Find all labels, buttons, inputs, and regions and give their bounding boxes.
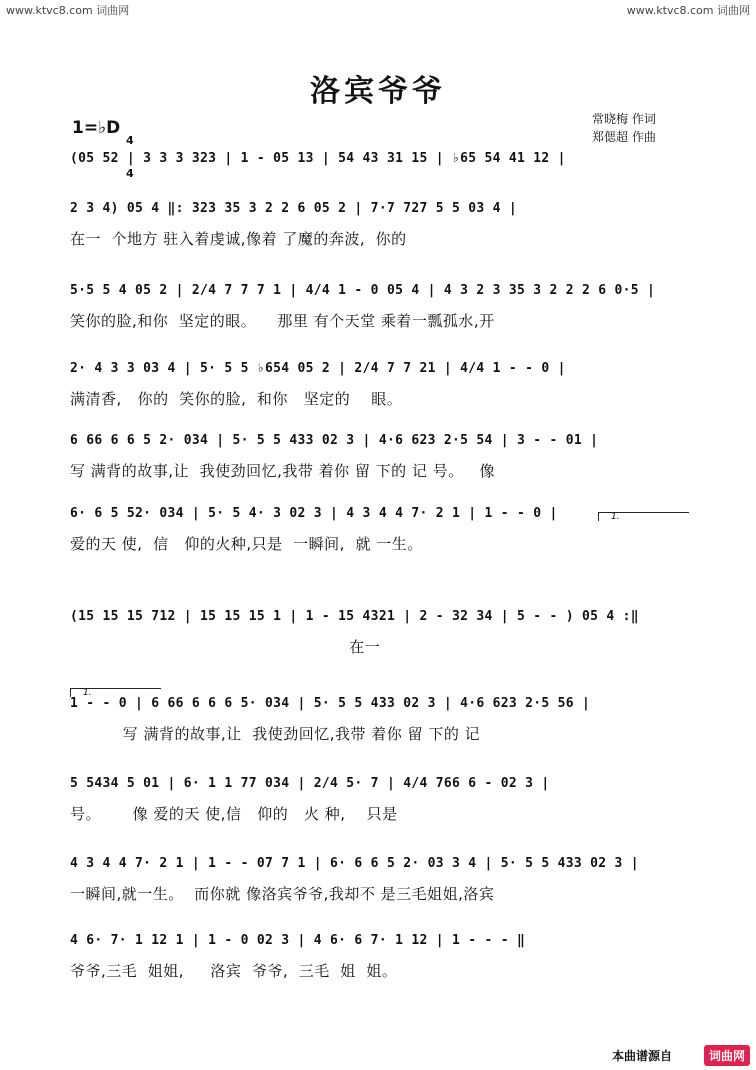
score-row — [70, 505, 688, 555]
score-row — [70, 695, 688, 745]
lyrics-line: 号。 像 爱的天 使,信 仰的 火 种, 只是 — [70, 805, 398, 823]
score-row — [70, 360, 688, 410]
notation-line: 5·5 5 4 05 2 | 2/4 7 7 7 1 | 4/4 1 - 0 05 4 | 4 3 2 3 35 3 2 2 2 6 0·5 | — [70, 283, 656, 298]
lyrics-line: 在一 个地方 驻入着虔诚,像着 了魔的奔波, 你的 — [70, 230, 407, 248]
notation-line: 6 66 6 6 5 2· 034 | 5· 5 5 433 02 3 | 4·6 623 2·5 54 | 3 - - 01 | — [70, 433, 599, 448]
watermark-right: www.ktvc8.com 词曲网 — [626, 4, 750, 17]
notation-line: 5 5434 5 01 | 6· 1 1 77 034 | 2/4 5· 7 | 4/4 766 6 - 02 3 | — [70, 776, 550, 791]
lyrics-line: 写 满背的故事,让 我使劲回忆,我带 着你 留 下的 记 — [70, 725, 481, 743]
notation-line: 4 3 4 4 7· 2 1 | 1 - - 07 7 1 | 6· 6 6 5 2· 03 3 4 | 5· 5 5 433 02 3 | — [70, 856, 639, 871]
composer-credit: 郑偲超 作曲 — [592, 130, 656, 144]
key-signature: 1=♭D — [72, 118, 121, 138]
lyrics-line — [70, 178, 688, 200]
notation-line: 6· 6 5 52· 034 | 5· 5 4· 3 02 3 | 4 3 4 4 7· 2 1 | 1 - - 0 | — [70, 506, 558, 521]
page-title: 洛宾爷爷 — [310, 74, 446, 109]
footer-logo: 词曲网 — [704, 1045, 750, 1066]
notation-line: (15 15 15 712 | 15 15 15 1 | 1 - 15 4321 | 2 - 32 34 | 5 - - ) 05 4 :‖ — [70, 609, 639, 624]
score-row — [70, 282, 688, 332]
notation-line: 4 6· 7· 1 12 1 | 1 - 0 02 3 | 4 6· 6 7· 1 12 | 1 - - - ‖ — [70, 933, 526, 948]
lyrics-line: 满清香, 你的 笑你的脸, 和你 坚定的 眼。 — [70, 390, 403, 408]
lyrics-line: 爷爷,三毛 姐姐, 洛宾 爷爷, 三毛 姐 姐。 — [70, 962, 398, 980]
volta-label: 1. — [611, 512, 620, 522]
lyrics-line: 写 满背的故事,让 我使劲回忆,我带 着你 留 下的 记 号。 像 — [70, 462, 495, 480]
lyrics-line: 笑你的脸,和你 坚定的眼。 那里 有个天堂 乘着一瓢孤水,开 — [70, 312, 495, 330]
lyricist-credit: 常晓梅 作词 — [592, 112, 656, 126]
notation-line: 1 - - 0 | 6 66 6 6 6 5· 034 | 5· 5 5 433 02 3 | 4·6 623 2·5 56 | — [70, 696, 591, 711]
notation-line: (05 52 | 3 3 3 323 | 1 - 05 13 | 54 43 31 15 | ♭65 54 41 12 | — [70, 151, 566, 166]
score-row — [70, 200, 688, 250]
watermark-left: www.ktvc8.com 词曲网 — [6, 4, 130, 17]
score-row — [70, 432, 688, 482]
score-row — [70, 150, 688, 200]
score-row — [70, 608, 688, 658]
volta-label: 1. — [83, 688, 92, 698]
notation-line: 2· 4 3 3 03 4 | 5· 5 5 ♭654 05 2 | 2/4 7 7 21 | 4/4 1 - - 0 | — [70, 361, 566, 376]
time-signature-bottom: 4 — [126, 167, 134, 180]
volta-bracket — [70, 688, 161, 697]
footer-source: 本曲谱源自 — [611, 1049, 672, 1063]
notation-line: 2 3 4) 05 4 ‖: 323 35 3 2 2 6 05 2 | 7·7 727 5 5 03 4 | — [70, 201, 517, 216]
time-signature-top: 4 — [126, 134, 134, 147]
lyrics-line: 爱的天 使, 信 仰的火种,只是 一瞬间, 就 一生。 — [70, 535, 423, 553]
score-row — [70, 775, 688, 825]
lyrics-line: 在一 — [70, 638, 381, 656]
volta-bracket — [598, 512, 689, 521]
lyrics-line: 一瞬间,就一生。 而你就 像洛宾爷爷,我却不 是三毛姐姐,洛宾 — [70, 885, 495, 903]
score-row — [70, 932, 688, 982]
score-row — [70, 855, 688, 905]
